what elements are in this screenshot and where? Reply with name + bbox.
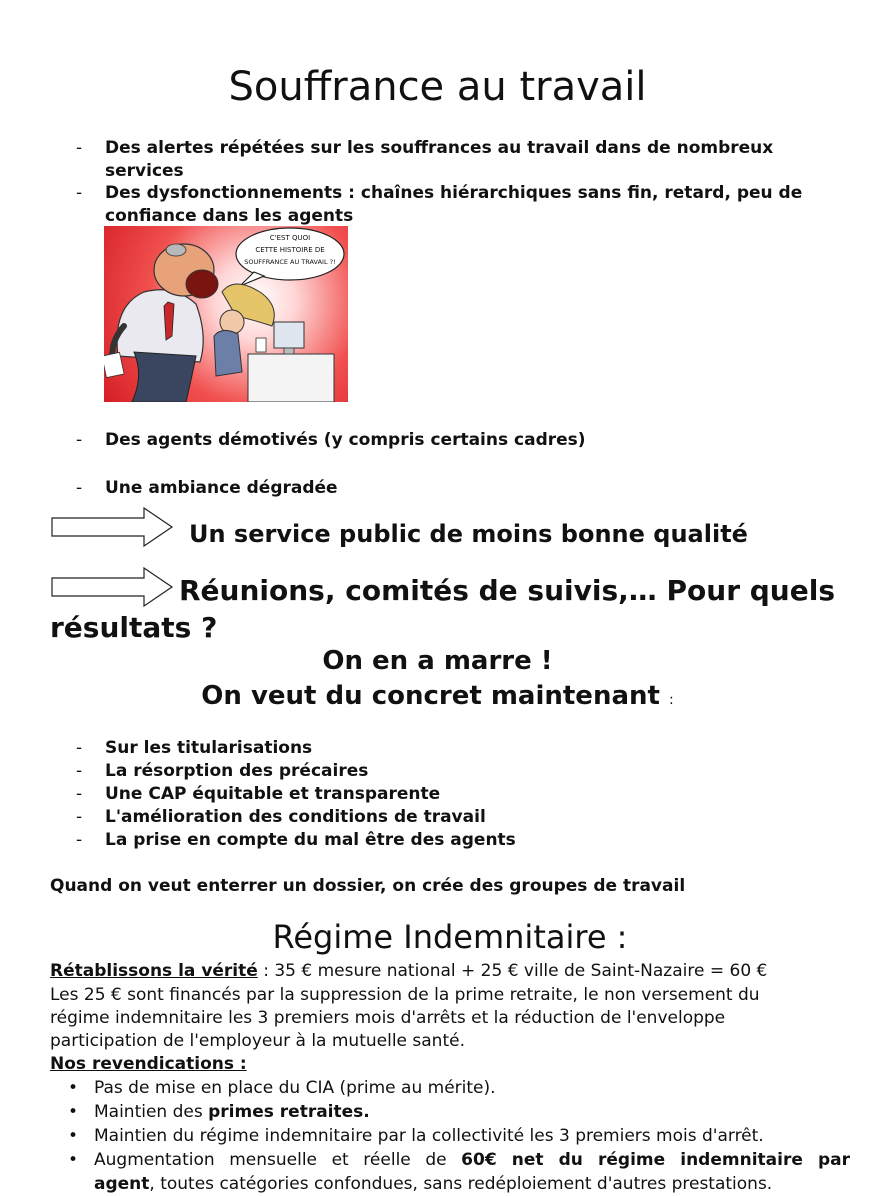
list-item: - Des agents démotivés (y compris certains cadres) — [76, 430, 586, 450]
dash-bullet: - — [76, 430, 83, 450]
revendications-list — [50, 1076, 850, 1196]
alerts-list-2 — [76, 182, 856, 228]
page-title: Souffrance au travail — [228, 64, 647, 110]
list-item: - Des alertes répétées sur les souffrances au travail dans de nombreux services — [76, 138, 774, 181]
speech-line: SOUFFRANCE AU TRAVAIL ?! — [244, 258, 336, 266]
list-item: - L'amélioration des conditions de travail — [76, 807, 486, 827]
list-item: • Pas de mise en place du CIA (prime au mérite). — [68, 1078, 496, 1098]
cartoon-drawing — [104, 226, 348, 402]
verite-label: Rétablissons la vérité — [50, 961, 258, 981]
list-item: • Augmentation mensuelle et réelle de 60€ net du régime indemnitaire par agent, toutes catégories confondues, sans redéploiement d'autres prestations. — [68, 1150, 850, 1194]
consequence-meetings: Réunions, comités de suivis,… Pour quels — [179, 574, 835, 607]
list-item: - Une ambiance dégradée — [76, 478, 338, 498]
consequence-meetings-end: résultats ? — [50, 611, 218, 644]
list-item: - Une CAP équitable et transparente — [76, 784, 441, 804]
speech-line: C'EST QUOI — [269, 234, 311, 242]
dash-bullet: - — [76, 138, 83, 158]
alerts-list — [76, 137, 856, 183]
funding-line: Les 25 € sont financés par la suppression de la prime retraite, le non versement du — [50, 985, 760, 1005]
revendications-label: Nos revendications : — [50, 1054, 247, 1074]
arrow-right-icon — [50, 506, 176, 548]
list-item: - Des dysfonctionnements : chaînes hiérarchiques sans fin, retard, peu de confiance dans les agents — [76, 183, 803, 226]
cartoon-illustration — [104, 226, 348, 402]
alerts-list-3 — [76, 429, 856, 452]
consequence-service: Un service public de moins bonne qualité — [189, 520, 748, 548]
list-item: - Sur les titularisations — [76, 738, 313, 758]
section-title-regime: Régime Indemnitaire : — [272, 918, 628, 956]
list-item: • Maintien des primes retraites. — [68, 1102, 370, 1122]
dash-bullet: - — [76, 478, 83, 498]
list-item: - La prise en compte du mal être des agents — [76, 830, 516, 850]
speech-line: CETTE HISTOIRE DE — [255, 246, 325, 254]
working-groups-quote: Quand on veut enterrer un dossier, on crée des groupes de travail — [50, 876, 686, 896]
dash-bullet: - — [76, 183, 83, 203]
demands-list — [76, 737, 856, 852]
funding-line: participation de l'employeur à la mutuelle santé. — [50, 1031, 465, 1051]
list-item: - La résorption des précaires — [76, 761, 369, 781]
verite-line: Rétablissons la vérité : 35 € mesure national + 25 € ville de Saint-Nazaire = 60 € — [50, 961, 768, 981]
funding-line: régime indemnitaire les 3 premiers mois d'arrêts et la réduction de l'enveloppe — [50, 1008, 726, 1028]
arrow-right-icon — [50, 566, 176, 608]
alerts-list-4 — [76, 477, 856, 500]
shout-line-2: On veut du concret maintenant : — [201, 681, 674, 711]
shout-line-1: On en a marre ! — [322, 646, 553, 676]
list-item: • Maintien du régime indemnitaire par la collectivité les 3 premiers mois d'arrêt. — [68, 1126, 764, 1146]
